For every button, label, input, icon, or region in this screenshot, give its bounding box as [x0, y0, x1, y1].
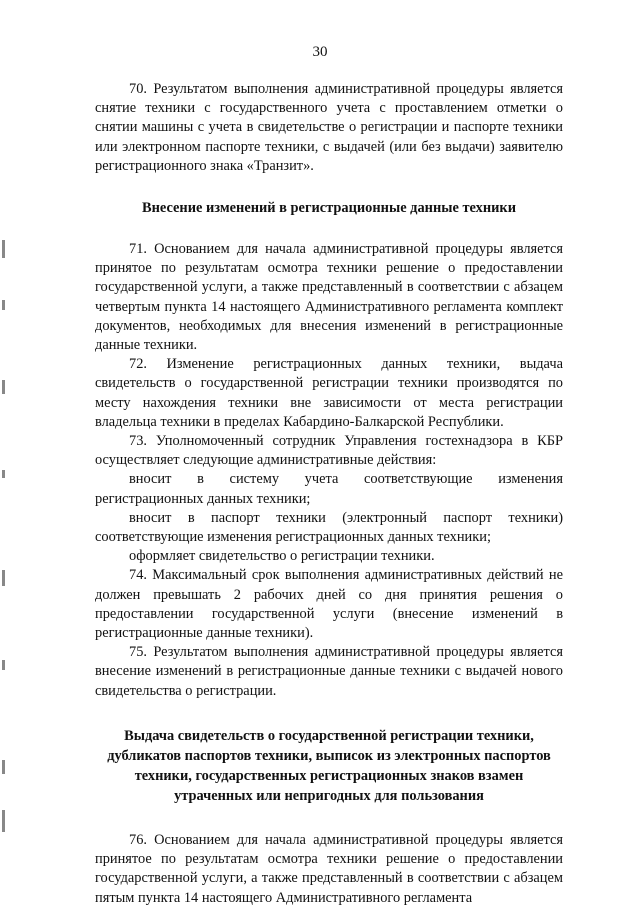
paragraph-73-item-1: вносит в систему учета соответствующие изменения регистрационных данных техники; — [95, 471, 563, 507]
paragraph-72: 72. Изменение регистрационных данных техники, выдача свидетельств о государственной регистрации техники производятся по месту нахождения техники вне зависимости от места регистрации владельца техники в пределах Кабардино-Балкарской Республики. — [95, 356, 563, 430]
paragraph-75: 75. Результатом выполнения административной процедуры является внесение изменений в регистрационные данные техники с выдачей нового свидетельства о регистрации. — [95, 644, 563, 699]
paragraph-73-item-3: оформляет свидетельство о регистрации техники. — [129, 548, 435, 565]
section-heading-changes: Внесение изменений в регистрационные данные техники — [142, 200, 516, 217]
document-body — [95, 80, 563, 908]
section-heading-duplicates: Выдача свидетельств о государственной регистрации техники, дубликатов паспортов техники, выписок из электронных паспортов техники, государственных регистрационных знаков взамен утраченных или непригодных для пользования — [107, 727, 551, 804]
paragraph-76: 76. Основанием для начала административной процедуры является принятое по результатам осмотра техники решение о предоставлении государственной услуги, а также представленный в соответствии с абзацем пятым пункта 14 настоящего Административного регламента — [95, 831, 563, 906]
paragraph-73: 73. Уполномоченный сотрудник Управления гостехнадзора в КБР осуществляет следующие административные действия: — [95, 433, 563, 469]
paragraph-70: 70. Результатом выполнения административной процедуры является снятие техники с государственного учета с проставлением отметки о снятии машины с учета в свидетельстве о регистрации и паспорте техники или электронном паспорте техники, с выдачей (или без выдачи) заявителю регистрационного знака «Транзит». — [95, 81, 563, 174]
paragraph-71: 71. Основанием для начала административной процедуры является принятое по результатам осмотра техники решение о предоставлении государственной услуги, а также представленный в соответствии с абзацем четвертым пункта 14 настоящего Административного регламента комплект документов, необходимых для внесения изменений в регистрационные данные техники. — [95, 241, 563, 354]
page-number: 30 — [312, 44, 328, 60]
scan-margin-marks — [2, 240, 6, 840]
paragraph-73-item-2: вносит в паспорт техники (электронный паспорт техники) соответствующие изменения регистрационных данных техники; — [95, 509, 563, 546]
paragraph-74: 74. Максимальный срок выполнения административных действий не должен превышать 2 рабочих дней со дня принятия решения о предоставлении государственной услуги (внесение изменений в регистрационные данные техники). — [95, 567, 563, 642]
